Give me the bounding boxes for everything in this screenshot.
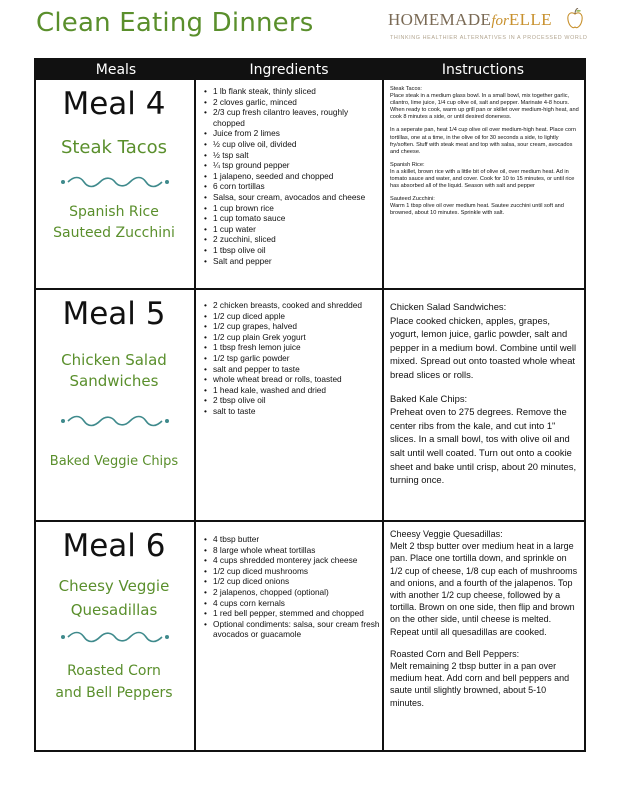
ingredient-item: • 1 tbsp olive oil bbox=[204, 245, 380, 256]
ingredient-item: • 8 large whole wheat tortillas bbox=[204, 545, 380, 556]
instruction-heading: Baked Kale Chips: bbox=[390, 392, 468, 404]
meal-row bbox=[36, 520, 584, 750]
instruction-text: In a skillet, brown rice with a little bit of olive oil, over medium heat. Ad in tomato sauce and water, and cover. Cook for 10 to 15 minutes, or until rice has absorbed all of the liquid. Season with salt and pepper bbox=[390, 168, 575, 190]
instruction-text: Melt 2 tbsp butter over medium heat in a large pan. Place one tortilla down, and sprinkle on 1/2 cup of cheese, 1/8 cup each of mushrooms and onions, and a fourth of the jalapenos. Top with another 1/2 cup cheese, followed by a tortilla. Brown on one side, then flip and brown on the other side, until cheese is melted. Repeat until all quesadillas are cooked. bbox=[390, 541, 578, 637]
main-dish-line: Chicken Salad bbox=[61, 351, 167, 369]
instruction-heading: Chicken Salad Sandwiches: bbox=[390, 301, 507, 312]
meal-cell bbox=[36, 522, 196, 750]
instruction-heading: Steak Tacos: bbox=[390, 86, 422, 92]
ingredients-cell bbox=[196, 80, 384, 288]
side-dishes bbox=[36, 660, 192, 704]
apple-icon bbox=[566, 8, 584, 30]
meal-number: Meal 6 bbox=[62, 528, 166, 564]
instructions-cell bbox=[384, 522, 584, 750]
side-dish-line: Spanish Rice bbox=[69, 204, 159, 220]
ingredient-list bbox=[204, 86, 380, 266]
meal-row bbox=[36, 80, 584, 288]
ingredient-item: • 1/2 cup grapes, halved bbox=[204, 321, 380, 332]
ingredient-item: • whole wheat bread or rolls, toasted bbox=[204, 374, 380, 385]
side-dish-line: and Bell Peppers bbox=[55, 685, 173, 701]
instruction-text: Place steak in a medium glass bowl. In a small bowl, mix together garlic, cilantro, lime juice, 1/4 cup olive oil, salt and pepper. Marinate 4-8 hours. When ready to cook, warm up grill pan or skillet over medium-high heat, and cook 8 minutes a side, or until desired doneness. bbox=[390, 93, 579, 121]
ingredient-item: • ½ tsp salt bbox=[204, 150, 380, 161]
ingredient-item: • 1/2 cup diced onions bbox=[204, 576, 380, 587]
ingredient-item: • 1 red bell pepper, stemmed and chopped bbox=[204, 608, 380, 619]
ingredient-item: • 1/2 cup diced apple bbox=[204, 311, 380, 322]
instructions-text bbox=[390, 528, 580, 715]
ingredient-item: • 4 cups corn kernals bbox=[204, 598, 380, 609]
ingredient-item: • Optional condiments: salsa, sour cream fresh avocados or guacamole bbox=[204, 619, 380, 640]
ingredient-item: • 2 tbsp olive oil bbox=[204, 395, 380, 406]
flourish-divider bbox=[60, 175, 170, 189]
main-dish-line: Cheesy Veggie bbox=[58, 577, 170, 595]
ingredient-item: • ¼ tsp ground pepper bbox=[204, 160, 380, 171]
ingredient-item: • salt and pepper to taste bbox=[204, 364, 380, 375]
ingredient-item: • 1/2 cup diced mushrooms bbox=[204, 566, 380, 577]
table-header bbox=[36, 60, 584, 80]
ingredient-list bbox=[204, 300, 380, 417]
ingredient-item: • 1/2 cup plain Grek yogurt bbox=[204, 332, 380, 343]
ingredient-item: • 1 cup water bbox=[204, 224, 380, 235]
instructions-cell bbox=[384, 80, 584, 288]
ingredient-item: • 1 cup tomato sauce bbox=[204, 213, 380, 224]
ingredient-item: • 2 cloves garlic, minced bbox=[204, 97, 380, 108]
meal-plan-table bbox=[34, 58, 586, 752]
ingredient-item: • 1 head kale, washed and dried bbox=[204, 385, 380, 396]
main-dish-line: Sandwiches bbox=[69, 372, 159, 390]
page-title: Clean Eating Dinners bbox=[36, 8, 314, 38]
side-dish-line: Baked Veggie Chips bbox=[49, 454, 179, 469]
meal-row bbox=[36, 288, 584, 520]
column-header-meals: Meals bbox=[95, 62, 137, 78]
flourish-divider bbox=[60, 630, 170, 644]
side-dish-line: Roasted Corn bbox=[67, 663, 161, 679]
ingredients-cell bbox=[196, 290, 384, 520]
column-header-instructions: Instructions bbox=[441, 62, 525, 78]
logo-word-for: for bbox=[491, 13, 509, 29]
ingredient-item: • 1 jalapeno, seeded and chopped bbox=[204, 171, 380, 182]
ingredient-item: • 4 tbsp butter bbox=[204, 534, 380, 545]
instructions-text bbox=[390, 300, 580, 493]
ingredient-item: • 1 lb flank steak, thinly sliced bbox=[204, 86, 380, 97]
main-dish bbox=[36, 574, 192, 622]
ingredient-item: • 4 cups shredded monterey jack cheese bbox=[204, 555, 380, 566]
logo-word-homemade: HOMEMADE bbox=[388, 10, 492, 29]
instruction-text: Warm 1 tbsp olive oil over medium heat. Sautee zucchini until soft and browned, about 10 minutes. Sprinkle with salt. bbox=[390, 203, 564, 217]
main-dish bbox=[36, 136, 192, 159]
instruction-heading: Cheesy Veggie Quesadillas: bbox=[390, 529, 503, 539]
ingredient-list bbox=[204, 534, 380, 640]
ingredient-item: • salt to taste bbox=[204, 406, 380, 417]
instruction-heading: Spanish Rice: bbox=[390, 161, 425, 168]
ingredient-item: • ½ cup olive oil, divided bbox=[204, 139, 380, 150]
instruction-text: In a seperate pan, heat 1/4 cup olive oil over medium-high heat. Place corn tortillas, one at a time, in the olive oil for 30 seconds a side, to lightly fry/soften. Stuff with steak meat and top with salsa, sour cream, avocados and cheese. bbox=[390, 127, 576, 155]
ingredient-item: • 2 jalapenos, chopped (optional) bbox=[204, 587, 380, 598]
meal-number: Meal 5 bbox=[62, 296, 166, 332]
column-header-ingredients: Ingredients bbox=[249, 62, 329, 78]
instruction-heading: Roasted Corn and Bell Peppers: bbox=[390, 648, 520, 659]
main-dish-line: Steak Tacos bbox=[60, 137, 168, 158]
instruction-text: Place cooked chicken, apples, grapes, yogurt, lemon juice, garlic powder, salt and pepper in a medium bowl. Combine until well mixed. Spread out onto toasted whole wheat bread slices or rolls. bbox=[390, 314, 577, 380]
instructions-text bbox=[390, 86, 580, 224]
ingredient-item: • 1 cup brown rice bbox=[204, 203, 380, 214]
ingredient-item: • Juice from 2 limes bbox=[204, 128, 380, 139]
instruction-heading: Sauteed Zucchini: bbox=[390, 196, 435, 203]
ingredient-item: • 1 tbsp fresh lemon juice bbox=[204, 342, 380, 353]
logo-wordmark bbox=[388, 10, 552, 30]
ingredient-item: • 6 corn tortillas bbox=[204, 181, 380, 192]
flourish-divider bbox=[60, 414, 170, 428]
main-dish bbox=[36, 350, 192, 392]
logo-word-elle: ELLE bbox=[508, 10, 552, 29]
site-logo bbox=[388, 8, 588, 52]
instruction-text: Preheat oven to 275 degrees. Remove the center ribs from the kale, and cut into 1" slices. In a small bowl, tos with olive oil and salt until well coated. Turn out onto a cookie sheet and bake until crisp, about 20 minutes, turning once. bbox=[390, 406, 577, 486]
ingredient-item: • 2 chicken breasts, cooked and shredded bbox=[204, 300, 380, 311]
ingredient-item: • 1/2 tsp garlic powder bbox=[204, 353, 380, 364]
instructions-cell bbox=[384, 290, 584, 520]
ingredient-item: • 2/3 cup fresh cilantro leaves, roughly chopped bbox=[204, 107, 380, 128]
side-dishes bbox=[36, 454, 192, 471]
ingredient-item: • 2 zucchini, sliced bbox=[204, 234, 380, 245]
ingredient-item: • Salt and pepper bbox=[204, 256, 380, 267]
ingredients-cell bbox=[196, 522, 384, 750]
meal-number: Meal 4 bbox=[62, 86, 166, 122]
side-dish-line: Sauteed Zucchini bbox=[53, 225, 175, 241]
side-dishes bbox=[36, 202, 192, 244]
logo-tagline: THINKING HEALTHIER ALTERNATIVES IN A PROCESSED WORLD bbox=[390, 35, 588, 41]
meal-cell bbox=[36, 80, 196, 288]
meal-cell bbox=[36, 290, 196, 520]
ingredient-item: • Salsa, sour cream, avocados and cheese bbox=[204, 192, 380, 203]
instruction-text: Melt remaining 2 tbsp butter in a pan over medium heat. Add corn and bell peppers and saute until slightly browned, about 5-10 minutes. bbox=[390, 661, 570, 708]
main-dish-line: Quesadillas bbox=[70, 601, 158, 619]
